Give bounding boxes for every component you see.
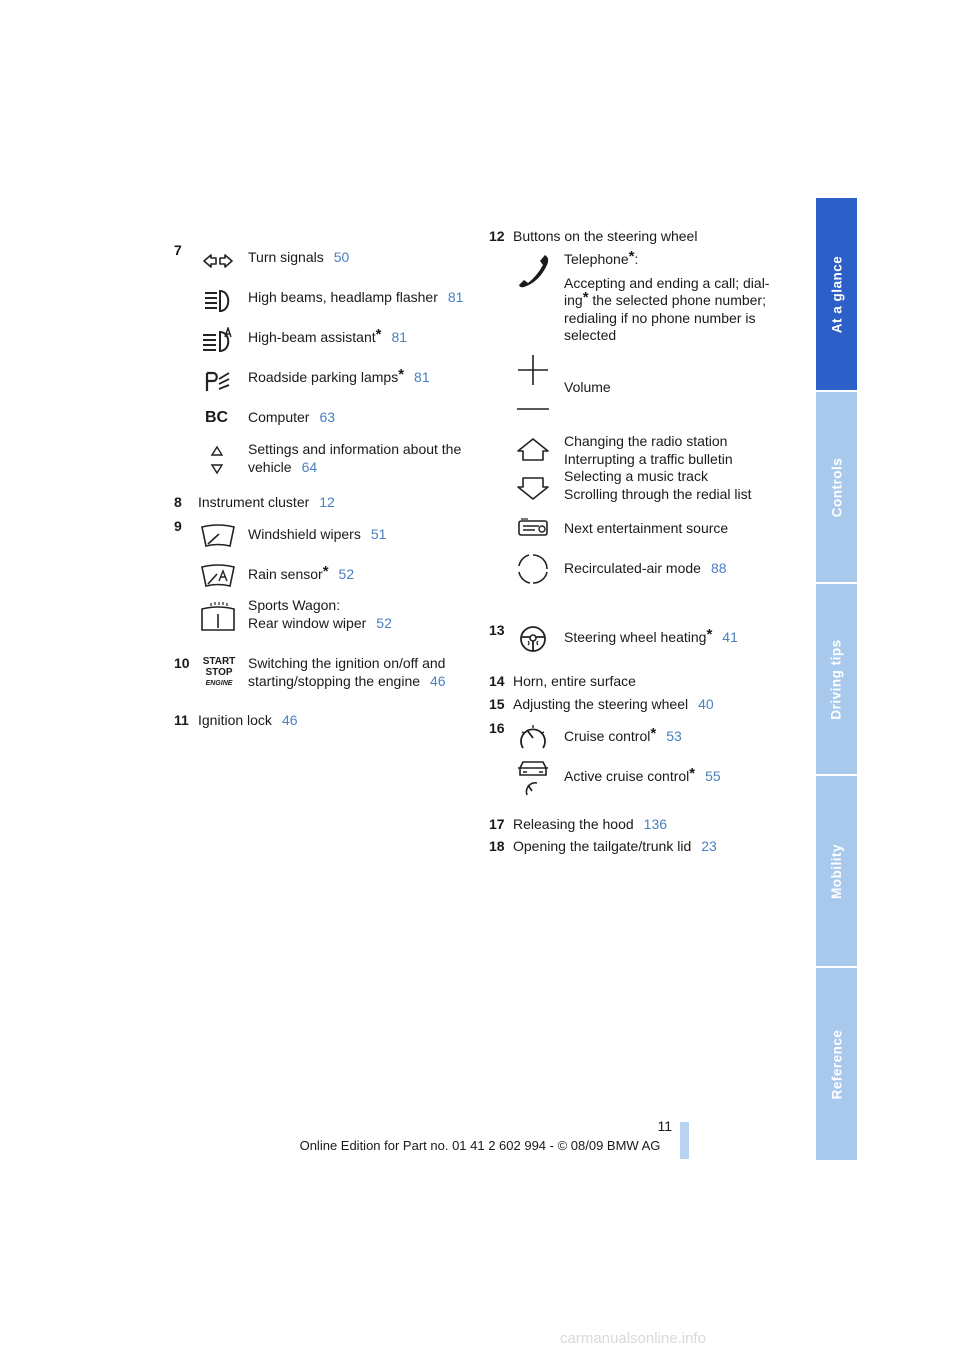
up-down-buttons-icon: [516, 436, 550, 502]
watermark: carmanualsonline.info: [560, 1330, 706, 1347]
item-number: 18: [489, 838, 505, 854]
page-link[interactable]: 51: [370, 526, 387, 542]
tab-controls[interactable]: Controls: [816, 392, 857, 582]
entertainment-source-icon: [516, 517, 550, 541]
list-item: Steering wheel heating* 41: [564, 626, 738, 645]
parking-lamps-icon: [201, 367, 235, 395]
page-link[interactable]: 64: [301, 458, 318, 475]
computer-bc-icon: BC: [205, 409, 229, 426]
page-link[interactable]: 81: [447, 289, 464, 305]
item-number: 13: [489, 622, 505, 638]
page-link[interactable]: 55: [705, 768, 721, 784]
rear-wiper-icon: [199, 600, 237, 634]
list-item: Releasing the hood 136: [513, 816, 668, 832]
tab-mobility[interactable]: Mobility: [816, 776, 857, 966]
list-item: Roadside parking lamps* 81: [248, 366, 430, 385]
list-item: High beams, headlamp flasher 81: [248, 289, 464, 305]
rain-sensor-icon: [199, 562, 237, 592]
page-number: 11: [657, 1118, 672, 1134]
tab-driving-tips[interactable]: Driving tips: [816, 584, 857, 774]
list-item: Volume: [564, 379, 611, 395]
list-item: Adjusting the steering wheel 40: [513, 696, 714, 712]
list-item: Telephone*: Accepting and ending a call; dial- ing* the selected phone number; redialing if no phone number is selected: [564, 248, 770, 343]
list-item: Ignition lock 46: [198, 712, 298, 728]
footer-edition: Online Edition for Part no. 01 41 2 602 994 - © 08/09 BMW AG: [299, 1138, 661, 1153]
page-link[interactable]: 63: [319, 409, 336, 425]
tab-reference[interactable]: Reference: [816, 968, 857, 1160]
section-title: Buttons on the steering wheel: [513, 228, 698, 244]
list-item: Sports Wagon: Rear window wiper 52: [248, 597, 392, 631]
page-link[interactable]: 136: [643, 816, 668, 832]
page-link[interactable]: 40: [698, 696, 714, 712]
cruise-control-icon: [517, 722, 549, 752]
item-number: 10: [174, 655, 190, 671]
page-link[interactable]: 52: [376, 614, 392, 631]
windshield-wiper-icon: [199, 522, 237, 552]
list-item: Cruise control* 53: [564, 725, 682, 744]
item-number: 9: [174, 518, 182, 534]
item-number: 14: [489, 673, 505, 689]
item-number: 15: [489, 696, 505, 712]
item-number: 11: [174, 712, 189, 728]
list-item: Horn, entire surface: [513, 673, 636, 689]
list-item: Windshield wipers 51: [248, 526, 387, 542]
list-item: Changing the radio station Interrupting a traffic bulletin Selecting a music track Scrolling through the redial list: [564, 433, 752, 502]
telephone-icon: [515, 252, 551, 288]
list-item: Recirculated-air mode 88: [564, 560, 727, 576]
page-link[interactable]: 41: [722, 629, 738, 645]
page-link[interactable]: 50: [333, 249, 350, 265]
up-down-arrows-icon: [203, 444, 231, 476]
list-item: Active cruise control* 55: [564, 765, 721, 784]
recirculated-air-icon: [516, 552, 550, 586]
list-item: Settings and information about the vehicle 64: [248, 441, 462, 475]
list-item: Next entertainment source: [564, 520, 729, 536]
active-cruise-control-icon: [515, 758, 551, 798]
list-item: Computer 63: [248, 409, 336, 425]
list-item: Opening the tailgate/trunk lid 23: [513, 838, 717, 854]
item-number: 7: [174, 242, 182, 258]
volume-plus-minus-icon: [515, 352, 551, 412]
turn-signals-icon: [201, 247, 235, 275]
page-link[interactable]: 52: [338, 566, 355, 582]
item-number: 8: [174, 494, 182, 510]
high-beam-icon: [201, 287, 235, 315]
list-item: Switching the ignition on/off and starting/stopping the engine 46: [248, 655, 446, 689]
page-link[interactable]: 81: [391, 329, 408, 345]
page-link[interactable]: 12: [319, 494, 335, 510]
list-item: Turn signals 50: [248, 249, 350, 265]
start-stop-engine-icon: START STOP ENGINE: [202, 656, 236, 687]
steering-wheel-heating-icon: [518, 624, 548, 654]
page-link[interactable]: 46: [430, 672, 446, 689]
high-beam-assistant-icon: [201, 327, 235, 355]
item-number: 16: [489, 720, 505, 736]
page-link[interactable]: 23: [701, 838, 717, 854]
tab-at-a-glance[interactable]: At a glance: [816, 198, 857, 390]
item-number: 17: [489, 816, 505, 832]
list-item: High-beam assistant* 81: [248, 326, 408, 345]
item-number: 12: [489, 228, 505, 244]
page-link[interactable]: 53: [666, 728, 682, 744]
list-item: Rain sensor* 52: [248, 563, 355, 582]
page-link[interactable]: 81: [414, 369, 430, 385]
list-item: Instrument cluster 12: [198, 494, 335, 510]
page-link[interactable]: 88: [710, 560, 727, 576]
page-link[interactable]: 46: [281, 712, 298, 728]
